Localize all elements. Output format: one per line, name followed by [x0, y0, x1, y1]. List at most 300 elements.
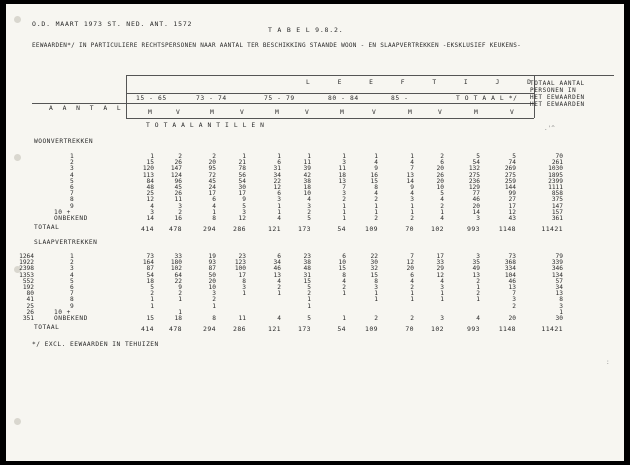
sex-label: M: [340, 109, 345, 116]
row-label: 7: [70, 290, 75, 298]
table-cell: 6: [212, 196, 216, 204]
row-label: 8: [70, 296, 75, 304]
table-cell: 6: [342, 253, 346, 260]
table-cell: 56: [238, 171, 246, 179]
table-cell: 93: [208, 259, 216, 267]
table-cell: 8: [374, 184, 378, 191]
table-cell: 43: [508, 215, 516, 222]
table-cell: 10: [436, 184, 444, 191]
table-cell: 164: [142, 259, 154, 267]
table-cell: 275: [468, 171, 480, 179]
table-cell: 1: [440, 296, 444, 304]
table-cell: 1: [374, 296, 378, 304]
table-cell: 41: [26, 296, 34, 304]
section-title-slaapvertrekken: SLAAPVERTREKKEN: [34, 239, 98, 246]
table-cell: 2: [342, 284, 346, 291]
table-cell: 4: [440, 196, 444, 204]
table-cell: 12: [406, 259, 414, 267]
table-cell: 4: [410, 190, 414, 198]
totaal-label: TOTAAL: [34, 324, 60, 331]
table-cell: 346: [551, 265, 563, 273]
table-cell: 2: [212, 296, 216, 304]
table-cell: 3: [242, 284, 246, 291]
sex-label: M: [210, 109, 215, 116]
table-cell: 275: [504, 171, 516, 179]
row-label: 6: [70, 184, 75, 191]
table-cell: 8: [342, 271, 346, 279]
total-cell: 478: [169, 325, 182, 333]
table-cell: 1: [476, 296, 480, 304]
total-cell: 102: [431, 225, 444, 233]
table-cell: 18: [146, 277, 154, 285]
table-cell: 123: [234, 259, 246, 267]
table-cell: 339: [551, 259, 563, 267]
table-cell: 1: [342, 202, 346, 210]
table-cell: 1: [410, 208, 414, 216]
table-cell: 2: [374, 196, 378, 204]
table-cell: 1353: [19, 271, 34, 279]
table-cell: 5: [512, 153, 516, 160]
table-cell: 1: [212, 302, 216, 310]
total-cell: 109: [365, 225, 378, 233]
table-cell: 4: [307, 196, 311, 204]
table-cell: 48: [303, 265, 311, 273]
table-cell: 100: [234, 265, 246, 273]
table-cell: 1: [242, 290, 246, 298]
row-label: 4: [70, 271, 75, 279]
table-cell: 14: [472, 208, 480, 216]
table-cell: 3: [277, 196, 281, 204]
row-label: 5: [70, 277, 75, 285]
table-cell: 4: [476, 315, 480, 322]
table-cell: 12: [508, 208, 516, 216]
table-cell: 80: [26, 290, 34, 298]
table-cell: 39: [303, 165, 311, 173]
table-cell: 30: [370, 259, 378, 267]
age-group-label: 80 - 84: [328, 95, 359, 102]
table-cell: 30: [555, 315, 563, 322]
table-cell: 6: [277, 159, 281, 167]
table-cell: 12: [273, 184, 281, 191]
table-cell: 1: [476, 284, 480, 291]
footnote: */ EXCL. EEWAARDEN IN TEHUIZEN: [32, 341, 159, 348]
table-cell: 2: [178, 208, 182, 216]
table-cell: 2: [440, 153, 444, 160]
table-cell: 13: [406, 171, 414, 179]
table-cell: 334: [504, 265, 516, 273]
table-cell: 2: [476, 277, 480, 285]
table-cell: 2: [307, 208, 311, 216]
table-cell: 4: [374, 190, 378, 198]
row-label: 6: [70, 284, 75, 291]
table-cell: 3: [242, 208, 246, 216]
table-cell: 269: [504, 165, 516, 173]
table-label: T A B E L 9.8.2.: [268, 26, 344, 34]
sex-label: V: [372, 109, 377, 116]
table-cell: 20: [208, 277, 216, 285]
total-cell: 173: [298, 225, 311, 233]
table-cell: 3: [307, 202, 311, 210]
table-cell: 6: [410, 271, 414, 279]
total-cell: 478: [169, 225, 182, 233]
table-cell: 17: [436, 253, 444, 260]
table-cell: 6: [440, 159, 444, 167]
header-rule: [32, 103, 534, 104]
table-cell: 13: [555, 290, 563, 298]
table-cell: 9: [374, 165, 378, 173]
table-cell: 9: [178, 284, 182, 291]
age-group-label: 15 - 65: [136, 95, 167, 102]
table-cell: 72: [208, 171, 216, 179]
table-cell: 8: [559, 296, 563, 304]
table-cell: 4: [277, 215, 281, 222]
table-cell: 2: [212, 153, 216, 160]
table-cell: 20: [436, 165, 444, 173]
row-label: 9: [70, 202, 75, 210]
row-label: 8: [70, 196, 75, 204]
table-cell: 96: [174, 177, 182, 185]
table-cell: 3: [212, 290, 216, 298]
table-cell: 4: [342, 277, 346, 285]
table-cell: 5: [150, 284, 154, 291]
right-header-line: HET EEWAARDEN: [530, 94, 585, 101]
table-cell: 35: [472, 259, 480, 267]
table-cell: 10: [303, 190, 311, 198]
row-label: ONBEKEND: [54, 315, 88, 322]
table-cell: 13: [338, 177, 346, 185]
header-divider: [126, 75, 127, 118]
total-cell: 11421: [541, 325, 563, 333]
total-cell: 70: [405, 325, 414, 333]
total-cell: 414: [141, 325, 154, 333]
table-cell: 16: [174, 215, 182, 222]
totaal-label: TOTAAL: [34, 224, 60, 231]
table-cell: 1: [307, 302, 311, 310]
table-cell: 2: [440, 202, 444, 210]
age-group-label: 75 - 79: [264, 95, 295, 102]
table-cell: 4: [410, 159, 414, 167]
table-cell: 42: [303, 171, 311, 179]
table-cell: 129: [468, 184, 480, 191]
total-cell: 993: [467, 325, 480, 333]
table-cell: 2: [178, 290, 182, 298]
totaal-antillen-label: T O T A A L A N T I L L E N: [146, 122, 265, 129]
table-cell: 4: [150, 202, 154, 210]
table-cell: 1: [150, 302, 154, 310]
table-cell: 15: [303, 277, 311, 285]
table-cell: 6: [277, 190, 281, 198]
row-label: 10 +: [54, 308, 71, 316]
total-cell: 109: [365, 325, 378, 333]
table-cell: 5: [307, 284, 311, 291]
table-cell: 144: [504, 184, 516, 191]
table-cell: 4: [277, 277, 281, 285]
sex-label: M: [148, 109, 153, 116]
section-title-woonvertrekken: WOONVERTREKKEN: [34, 138, 94, 145]
row-label: 9: [70, 302, 75, 310]
total-cell: 294: [203, 325, 216, 333]
sex-label: V: [438, 109, 443, 116]
table-cell: 1111: [548, 184, 563, 191]
table-cell: 552: [22, 277, 34, 285]
table-cell: 49: [472, 265, 480, 273]
table-cell: 29: [436, 265, 444, 273]
row-label: 3: [70, 265, 75, 273]
table-cell: 2: [342, 196, 346, 204]
table-cell: 2: [178, 153, 182, 160]
table-cell: 10: [208, 284, 216, 291]
table-cell: 1: [410, 153, 414, 160]
table-cell: 46: [508, 277, 516, 285]
table-cell: 22: [370, 253, 378, 260]
table-cell: 26: [26, 308, 34, 316]
table-cell: 3: [342, 190, 346, 198]
total-cell: 11421: [541, 225, 563, 233]
age-group-label: T O T A A L */: [456, 95, 518, 102]
sex-label: V: [240, 109, 245, 116]
table-cell: 25: [146, 190, 154, 198]
table-cell: 70: [555, 153, 563, 160]
table-cell: 11: [338, 165, 346, 173]
table-cell: 26: [436, 171, 444, 179]
table-cell: 2399: [548, 177, 563, 185]
table-cell: 17: [238, 190, 246, 198]
table-cell: 8: [374, 277, 378, 285]
table-cell: 5: [476, 153, 480, 160]
table-cell: 31: [303, 271, 311, 279]
table-cell: 18: [174, 315, 182, 322]
table-cell: 3: [374, 284, 378, 291]
table-cell: 2: [150, 290, 154, 298]
table-cell: 46: [273, 265, 281, 273]
table-cell: 22: [273, 177, 281, 185]
table-cell: 2: [476, 290, 480, 298]
table-cell: 15: [338, 265, 346, 273]
table-cell: 102: [170, 265, 182, 273]
table-cell: 87: [146, 265, 154, 273]
table-cell: 1: [212, 208, 216, 216]
table-cell: 1: [410, 202, 414, 210]
table-cell: 4: [374, 159, 378, 167]
row-label: 10 +: [54, 208, 71, 216]
table-cell: 1: [342, 153, 346, 160]
table-cell: 21: [238, 159, 246, 167]
table-cell: 12: [238, 215, 246, 222]
table-cell: 1: [150, 296, 154, 304]
table-cell: 1: [178, 296, 182, 304]
table-cell: 1: [277, 208, 281, 216]
table-cell: 8: [242, 277, 246, 285]
table-cell: 11: [303, 159, 311, 167]
margin-mark: :: [606, 359, 610, 366]
table-cell: 9: [242, 196, 246, 204]
leeftijd-header: L E E F T I J D: [306, 79, 543, 86]
table-cell: 30: [238, 184, 246, 191]
table-cell: 31: [273, 165, 281, 173]
table-cell: 236: [468, 177, 480, 185]
table-cell: 4: [410, 277, 414, 285]
table-cell: 1: [150, 153, 154, 160]
table-cell: 858: [551, 190, 563, 198]
total-cell: 414: [141, 225, 154, 233]
table-cell: 5: [307, 215, 311, 222]
total-cell: 286: [233, 325, 246, 333]
row-label: 1: [70, 253, 75, 260]
right-header-line: TOTAAL AANTAL: [530, 80, 585, 87]
table-cell: 54: [238, 177, 246, 185]
sex-label: M: [474, 109, 479, 116]
table-cell: 99: [508, 190, 516, 198]
total-cell: 102: [431, 325, 444, 333]
table-cell: 38: [303, 177, 311, 185]
table-cell: 4: [212, 202, 216, 210]
table-cell: 3: [559, 302, 563, 310]
table-cell: 23: [238, 253, 246, 260]
table-cell: 3: [476, 253, 480, 260]
table-cell: 1: [342, 208, 346, 216]
total-cell: 54: [337, 225, 346, 233]
sex-label: M: [408, 109, 413, 116]
table-cell: 20: [508, 315, 516, 322]
table-cell: 5: [242, 202, 246, 210]
row-label: 2: [70, 159, 75, 167]
table-cell: 1: [559, 308, 563, 316]
table-cell: 7: [342, 184, 346, 191]
table-cell: 5: [440, 190, 444, 198]
table-cell: 3: [150, 208, 154, 216]
punch-hole-mark: [14, 418, 21, 425]
table-cell: 95: [208, 165, 216, 173]
table-cell: 8: [212, 215, 216, 222]
table-cell: 45: [174, 184, 182, 191]
table-cell: 45: [208, 177, 216, 185]
table-cell: 14: [146, 215, 154, 222]
total-cell: 54: [337, 325, 346, 333]
sex-label: V: [176, 109, 181, 116]
table-cell: 12: [146, 196, 154, 204]
table-cell: 87: [208, 265, 216, 273]
table-cell: 134: [551, 271, 563, 279]
table-cell: 2: [410, 284, 414, 291]
table-cell: 124: [170, 171, 182, 179]
table-cell: 1: [307, 153, 311, 160]
table-cell: 15: [370, 271, 378, 279]
table-cell: 77: [472, 190, 480, 198]
table-cell: 10: [338, 259, 346, 267]
table-cell: 1: [440, 208, 444, 216]
table-cell: 1: [178, 308, 182, 316]
table-cell: 23: [303, 253, 311, 260]
table-cell: 64: [174, 271, 182, 279]
table-cell: 17: [208, 190, 216, 198]
table-cell: 361: [551, 215, 563, 222]
table-cell: 19: [208, 253, 216, 260]
table-cell: 38: [303, 259, 311, 267]
table-cell: 54: [472, 159, 480, 167]
table-cell: 15: [146, 159, 154, 167]
sex-label: V: [305, 109, 310, 116]
total-cell: 993: [467, 225, 480, 233]
table-cell: 12: [436, 271, 444, 279]
table-cell: 15: [370, 177, 378, 185]
table-cell: 14: [406, 177, 414, 185]
table-cell: 79: [555, 253, 563, 260]
table-cell: 73: [146, 253, 154, 260]
table-cell: 1: [374, 202, 378, 210]
row-label: 1: [70, 153, 75, 160]
table-cell: 1: [342, 215, 346, 222]
table-cell: 2: [374, 315, 378, 322]
sex-label: M: [275, 109, 280, 116]
table-cell: 3: [410, 196, 414, 204]
table-cell: 1: [277, 153, 281, 160]
header-rule: [126, 75, 614, 76]
total-cell: 286: [233, 225, 246, 233]
table-cell: 18: [303, 184, 311, 191]
table-cell: 17: [238, 271, 246, 279]
table-cell: 34: [273, 171, 281, 179]
table-cell: 1: [342, 315, 346, 322]
table-cell: 25: [26, 302, 34, 310]
total-cell: 121: [268, 225, 281, 233]
table-cell: 46: [472, 196, 480, 204]
table-cell: 20: [472, 202, 480, 210]
table-cell: 1: [374, 153, 378, 160]
right-header: [530, 80, 585, 108]
table-cell: 84: [146, 177, 154, 185]
total-cell: 1148: [498, 225, 516, 233]
table-cell: 8: [212, 315, 216, 322]
total-cell: 294: [203, 225, 216, 233]
table-cell: 16: [370, 171, 378, 179]
table-cell: 2: [512, 302, 516, 310]
total-cell: 173: [298, 325, 311, 333]
table-cell: 259: [504, 177, 516, 185]
table-cell: 26: [174, 190, 182, 198]
table-cell: 3: [440, 284, 444, 291]
row-label: ONBEKEND: [54, 215, 88, 222]
table-cell: 24: [208, 184, 216, 191]
table-cell: 192: [22, 284, 34, 291]
table-cell: 351: [22, 315, 34, 322]
table-cell: 15: [146, 315, 154, 322]
table-cell: 17: [508, 202, 516, 210]
table-cell: 1922: [19, 259, 34, 267]
table-cell: 74: [508, 159, 516, 167]
row-label: 5: [70, 177, 75, 185]
table-cell: 5: [307, 315, 311, 322]
table-cell: 1: [440, 290, 444, 298]
table-cell: 7: [410, 165, 414, 173]
row-label: 3: [70, 165, 75, 173]
table-cell: 113: [142, 171, 154, 179]
document-page: [6, 4, 624, 461]
aantal-label: A A N T A L: [49, 105, 124, 112]
table-cell: 375: [551, 196, 563, 204]
table-cell: 7: [512, 290, 516, 298]
table-cell: 1: [374, 208, 378, 216]
right-header-line: HET EEWAARDEN: [530, 101, 585, 108]
table-cell: 2: [410, 215, 414, 222]
table-subtitle: EEWAARDEN*/ IN PARTICULIERE RECHTSPERSONEN NAAR AANTAL TER BESCHIKKING STAANDE WOON - EN SLAAPVERTREKKEN -EKSKLUSIEF KEUKENS-: [32, 42, 522, 49]
punch-hole-mark: [14, 154, 21, 161]
table-cell: 20: [208, 159, 216, 167]
table-cell: 3: [512, 296, 516, 304]
table-cell: 3: [476, 215, 480, 222]
table-cell: 13: [508, 284, 516, 291]
pencil-mark: .'^: [544, 125, 555, 132]
table-cell: 1: [410, 290, 414, 298]
